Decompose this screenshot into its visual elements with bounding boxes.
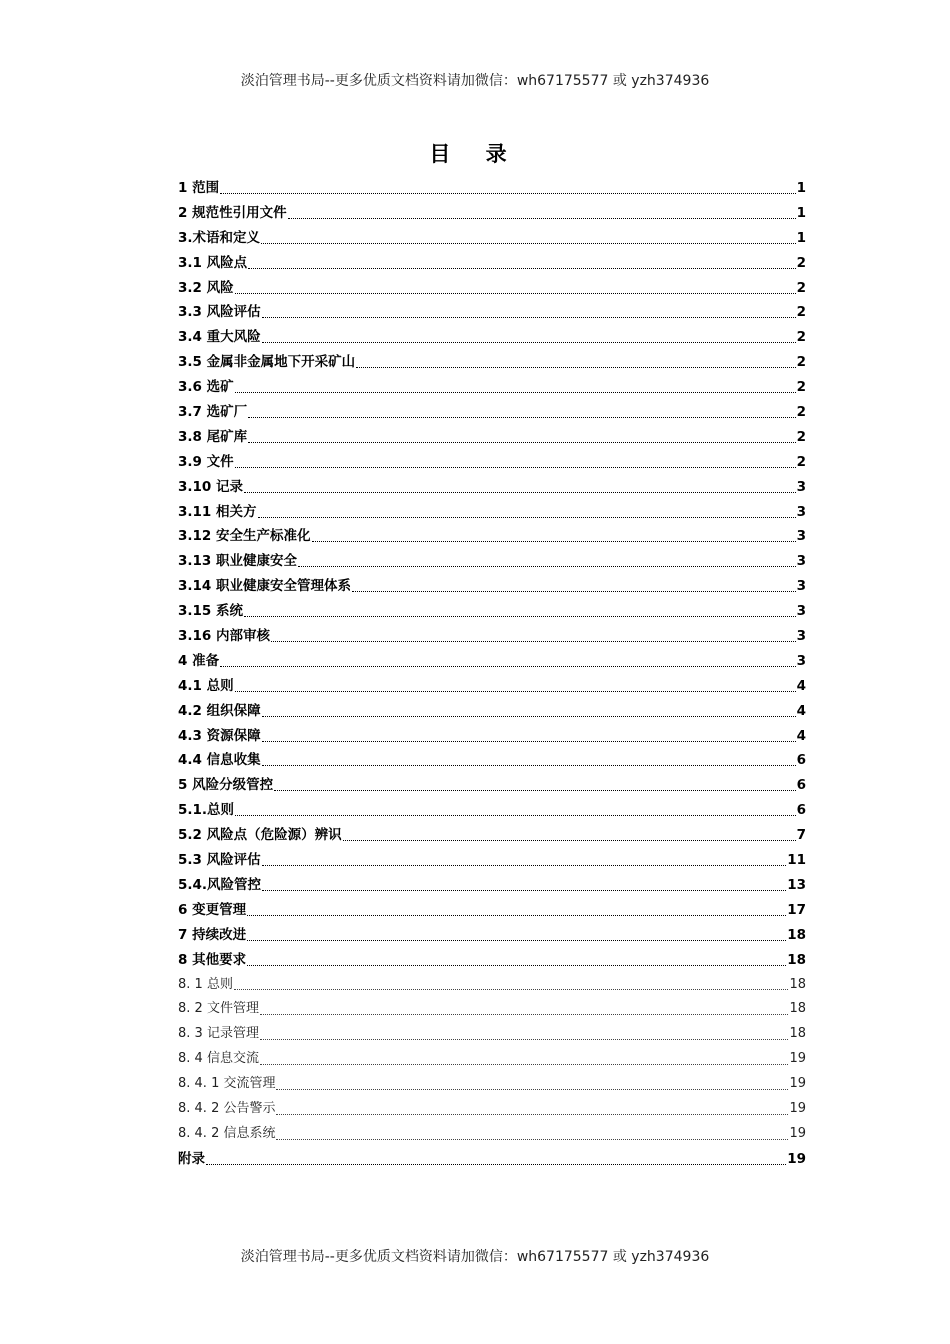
toc-entry-page: 3 <box>796 578 806 595</box>
toc-entry[interactable] <box>178 325 806 350</box>
toc-entry[interactable] <box>178 873 806 898</box>
toc-entry-page: 2 <box>796 329 806 346</box>
toc-leader-dots <box>352 591 796 592</box>
toc-entry-page: 1 <box>796 229 806 246</box>
toc-entry-page: 3 <box>796 553 806 570</box>
toc-entry-label: 5.1.总则 <box>178 802 235 819</box>
toc-entry-page: 19 <box>789 1125 806 1141</box>
toc-entry-label: 8. 4. 2 公告警示 <box>178 1100 276 1116</box>
page-header: 淡泊管理书局--更多优质文档资料请加微信：wh67175577 或 yzh374936 <box>240 73 710 89</box>
toc-entry[interactable] <box>178 450 806 475</box>
toc-entry-label: 8. 3 记录管理 <box>178 1026 259 1042</box>
toc-leader-dots <box>258 517 796 518</box>
toc-leader-dots <box>220 666 796 667</box>
toc-entry-label: 4.1 总则 <box>178 677 234 694</box>
toc-entry-page: 19 <box>789 1100 806 1116</box>
toc-leader-dots <box>248 417 795 418</box>
toc-leader-dots <box>356 367 795 368</box>
toc-entry-label: 4.3 资源保障 <box>178 727 261 744</box>
toc-entry-page: 6 <box>796 802 806 819</box>
toc-entry[interactable] <box>178 226 806 251</box>
toc-leader-dots <box>298 566 796 567</box>
toc-entry-label: 5.2 风险点（危险源）辨识 <box>178 827 342 844</box>
toc-entry[interactable] <box>178 1097 806 1122</box>
toc-entry[interactable] <box>178 574 806 599</box>
toc-entry-label: 1 范围 <box>178 180 220 196</box>
toc-leader-dots <box>262 741 796 742</box>
toc-entry-page: 18 <box>787 951 806 968</box>
toc-entry-page: 19 <box>787 1150 806 1167</box>
toc-entry[interactable] <box>178 848 806 873</box>
toc-leader-dots <box>235 293 796 294</box>
toc-leader-dots <box>274 790 796 791</box>
toc-leader-dots <box>271 641 796 642</box>
toc-entry-label: 4.4 信息收集 <box>178 752 261 769</box>
toc-leader-dots <box>220 193 796 194</box>
table-of-contents <box>178 176 806 1172</box>
toc-entry[interactable] <box>178 475 806 500</box>
toc-entry[interactable] <box>178 798 806 823</box>
toc-entry-page: 2 <box>796 279 806 296</box>
toc-entry-label: 3.6 选矿 <box>178 379 234 396</box>
toc-entry-label: 3.8 尾矿库 <box>178 428 248 445</box>
toc-leader-dots <box>206 1164 786 1165</box>
page-title: 目 录 <box>429 141 521 166</box>
toc-entry[interactable] <box>178 1147 806 1172</box>
toc-entry-page: 2 <box>796 354 806 371</box>
toc-entry-label: 3.14 职业健康安全管理体系 <box>178 578 352 595</box>
toc-entry[interactable] <box>178 276 806 301</box>
toc-entry[interactable] <box>178 176 806 201</box>
toc-leader-dots <box>260 1039 789 1040</box>
toc-entry-label: 3.9 文件 <box>178 453 234 470</box>
toc-entry-label: 3.5 金属非金属地下开采矿山 <box>178 354 356 371</box>
toc-entry-label: 3.1 风险点 <box>178 254 248 271</box>
toc-entry-label: 8 其他要求 <box>178 951 247 968</box>
toc-entry-label: 3.4 重大风险 <box>178 329 261 346</box>
toc-leader-dots <box>235 392 796 393</box>
toc-entry-page: 3 <box>796 478 806 495</box>
toc-entry[interactable] <box>178 300 806 325</box>
toc-leader-dots <box>262 317 796 318</box>
toc-entry-page: 2 <box>796 254 806 271</box>
toc-leader-dots <box>244 616 796 617</box>
toc-leader-dots <box>261 243 796 244</box>
toc-entry-page: 6 <box>796 752 806 769</box>
toc-entry-page: 18 <box>787 926 806 943</box>
toc-leader-dots <box>312 541 796 542</box>
toc-entry[interactable] <box>178 898 806 923</box>
toc-leader-dots <box>276 1089 788 1090</box>
toc-entry[interactable] <box>178 748 806 773</box>
toc-leader-dots <box>262 865 787 866</box>
toc-entry[interactable] <box>178 948 806 973</box>
toc-entry-label: 3.16 内部审核 <box>178 628 271 645</box>
toc-entry-page: 2 <box>796 428 806 445</box>
toc-entry-label: 4 准备 <box>178 652 220 669</box>
toc-entry-label: 8. 4. 1 交流管理 <box>178 1076 276 1092</box>
toc-entry-page: 2 <box>796 304 806 321</box>
toc-entry-label: 3.15 系统 <box>178 603 244 620</box>
toc-entry-label: 附录 <box>178 1150 205 1167</box>
toc-entry[interactable] <box>178 549 806 574</box>
toc-entry[interactable] <box>178 699 806 724</box>
toc-leader-dots <box>247 940 786 941</box>
toc-entry-label: 4.2 组织保障 <box>178 702 261 719</box>
toc-entry-page: 19 <box>789 1051 806 1067</box>
toc-entry[interactable] <box>178 624 806 649</box>
toc-entry[interactable] <box>178 649 806 674</box>
toc-leader-dots <box>343 840 796 841</box>
toc-leader-dots <box>235 467 796 468</box>
toc-entry-page: 13 <box>787 876 806 893</box>
toc-entry[interactable] <box>178 201 806 226</box>
toc-entry-page: 7 <box>796 827 806 844</box>
toc-entry-page: 3 <box>796 628 806 645</box>
toc-entry-page: 4 <box>796 727 806 744</box>
toc-entry[interactable] <box>178 773 806 798</box>
toc-entry[interactable] <box>178 425 806 450</box>
toc-entry-page: 2 <box>796 453 806 470</box>
toc-entry-label: 3.7 选矿厂 <box>178 404 248 421</box>
toc-entry-page: 2 <box>796 404 806 421</box>
toc-entry-page: 3 <box>796 503 806 520</box>
toc-entry-page: 3 <box>796 603 806 620</box>
toc-entry-page: 19 <box>789 1076 806 1092</box>
toc-leader-dots <box>248 442 795 443</box>
toc-entry[interactable] <box>178 400 806 425</box>
toc-entry-label: 3.术语和定义 <box>178 229 261 246</box>
toc-entry-label: 7 持续改进 <box>178 926 247 943</box>
toc-entry-page: 18 <box>789 1001 806 1017</box>
toc-entry-label: 6 变更管理 <box>178 901 247 918</box>
toc-leader-dots <box>276 1139 788 1140</box>
toc-entry[interactable] <box>178 823 806 848</box>
toc-leader-dots <box>260 1014 789 1015</box>
toc-entry-page: 3 <box>796 652 806 669</box>
toc-entry-page: 18 <box>789 976 806 992</box>
toc-leader-dots <box>248 268 795 269</box>
toc-entry[interactable] <box>178 923 806 948</box>
toc-entry-label: 3.10 记录 <box>178 478 244 495</box>
toc-leader-dots <box>262 765 796 766</box>
toc-entry-label: 8. 4 信息交流 <box>178 1051 259 1067</box>
toc-entry[interactable] <box>178 997 806 1022</box>
toc-leader-dots <box>262 716 796 717</box>
toc-leader-dots <box>262 890 786 891</box>
toc-leader-dots <box>235 815 796 816</box>
toc-entry-label: 5.4.风险管控 <box>178 876 262 893</box>
toc-leader-dots <box>262 342 796 343</box>
toc-entry[interactable] <box>178 599 806 624</box>
toc-entry[interactable] <box>178 375 806 400</box>
toc-entry-page: 2 <box>796 379 806 396</box>
toc-entry-page: 3 <box>796 528 806 545</box>
toc-leader-dots <box>247 915 786 916</box>
toc-leader-dots <box>234 989 789 990</box>
toc-entry-page: 4 <box>796 702 806 719</box>
toc-entry[interactable] <box>178 524 806 549</box>
toc-entry-label: 8. 1 总则 <box>178 976 233 992</box>
toc-entry-page: 11 <box>787 852 806 869</box>
toc-entry-label: 8. 2 文件管理 <box>178 1001 259 1017</box>
toc-entry-page: 4 <box>796 677 806 694</box>
toc-entry[interactable] <box>178 1072 806 1097</box>
toc-entry[interactable] <box>178 674 806 699</box>
toc-entry-label: 3.12 安全生产标准化 <box>178 528 311 545</box>
toc-entry[interactable] <box>178 350 806 375</box>
toc-entry-label: 3.13 职业健康安全 <box>178 553 298 570</box>
toc-entry-label: 3.11 相关方 <box>178 503 257 520</box>
toc-leader-dots <box>276 1114 788 1115</box>
toc-leader-dots <box>235 691 796 692</box>
toc-entry[interactable] <box>178 724 806 749</box>
toc-entry-label: 5 风险分级管控 <box>178 777 274 794</box>
toc-entry[interactable] <box>178 1122 806 1147</box>
toc-entry-page: 1 <box>796 180 806 196</box>
toc-entry[interactable] <box>178 1047 806 1072</box>
toc-entry-page: 18 <box>789 1026 806 1042</box>
toc-leader-dots <box>244 492 796 493</box>
toc-entry[interactable] <box>178 500 806 525</box>
toc-entry-label: 5.3 风险评估 <box>178 852 261 869</box>
toc-entry-label: 8. 4. 2 信息系统 <box>178 1125 276 1141</box>
toc-entry-label: 3.3 风险评估 <box>178 304 261 321</box>
toc-entry-label: 3.2 风险 <box>178 279 234 296</box>
toc-leader-dots <box>247 965 786 966</box>
toc-entry-page: 1 <box>796 204 806 221</box>
toc-entry-page: 6 <box>796 777 806 794</box>
toc-leader-dots <box>288 218 796 219</box>
toc-leader-dots <box>260 1064 789 1065</box>
toc-entry-label: 2 规范性引用文件 <box>178 204 287 221</box>
toc-entry[interactable] <box>178 973 806 998</box>
toc-entry-page: 17 <box>787 901 806 918</box>
page-footer: 淡泊管理书局--更多优质文档资料请加微信：wh67175577 或 yzh374936 <box>240 1249 710 1265</box>
toc-entry[interactable] <box>178 251 806 276</box>
toc-entry[interactable] <box>178 1022 806 1047</box>
